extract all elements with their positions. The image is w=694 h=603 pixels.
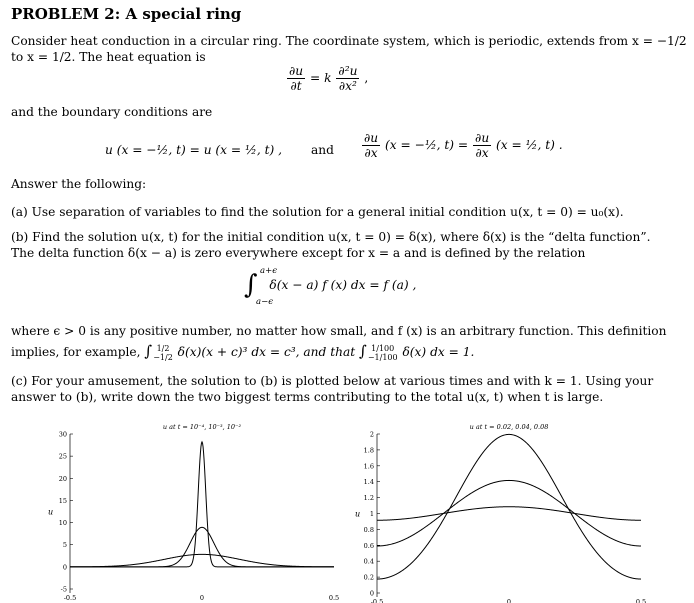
part-c-line-1: (c) For your amusement, the solution to (b) is plotted below at various times and with k = 1. Using your xyxy=(11,374,654,388)
y-axis-label: u xyxy=(355,509,361,519)
y-tick-label: 0.4 xyxy=(363,557,374,566)
chart-title: u at t = 10⁻⁴, 10⁻³, 10⁻² xyxy=(162,423,242,431)
series-line-2 xyxy=(70,527,334,567)
y-tick-label: 15 xyxy=(58,496,67,505)
bc-right-arg-2: (x = ½, t) . xyxy=(496,138,563,152)
series-line-2 xyxy=(377,480,641,546)
series-line-1 xyxy=(70,442,334,567)
part-b-line-3: where ϵ > 0 is any positive number, no matter how small, and f (x) is an arbitrary function. This definition xyxy=(11,324,667,338)
chart-late-times xyxy=(347,418,694,603)
integral-lower-limit: a−ϵ xyxy=(256,297,273,307)
ex1-lower: −1/2 xyxy=(153,352,173,362)
part-b-line-4: implies, for example, ∫ 1/2 −1/2 δ(x)(x + c)³ dx = c³, and that ∫ 1/100 −1/100 δ(x) dx = 1. xyxy=(11,342,475,362)
integral-sign: ∫ xyxy=(244,270,258,300)
part-b-line-4c: δ(x) dx = 1. xyxy=(402,345,475,359)
x-tick-label: -0.5 xyxy=(63,594,77,602)
heat-eq-equals: = k xyxy=(310,71,332,85)
x-tick-label: -0.5 xyxy=(370,598,384,603)
y-tick-label: -5 xyxy=(60,585,67,594)
integrand: δ(x − a) f (x) dx = f (a) , xyxy=(269,277,417,292)
y-tick-label: 0 xyxy=(62,563,67,572)
x-tick-label: 0 xyxy=(199,594,205,602)
y-tick-label: 1 xyxy=(369,510,374,518)
bc-right-arg-1: (x = −½, t) = xyxy=(385,138,469,152)
y-tick-label: 25 xyxy=(58,452,67,461)
series-line-3 xyxy=(70,554,334,566)
series-line-3 xyxy=(377,507,641,521)
bc-right-den-2: ∂x xyxy=(475,146,489,160)
chart-title: u at t = 0.02, 0.04, 0.08 xyxy=(469,423,549,431)
bc-left: u (x = −½, t) = u (x = ½, t) , xyxy=(105,143,282,157)
heat-eq-rhs-num: ∂²u xyxy=(338,64,358,78)
part-c-line-2: answer to (b), write down the two biggest terms contributing to the total u(x, t) when t is large. xyxy=(11,390,604,404)
problem-title: PROBLEM 2: A special ring xyxy=(11,5,242,23)
delta-definition xyxy=(244,266,417,307)
y-tick-label: 1.6 xyxy=(363,462,374,471)
y-tick-label: 10 xyxy=(58,519,67,528)
heat-eq-lhs-den: ∂t xyxy=(290,79,302,93)
bc-right-num-1: ∂u xyxy=(364,131,379,145)
y-tick-label: 20 xyxy=(58,474,67,483)
y-tick-label: 0.6 xyxy=(363,541,374,550)
y-tick-label: 1.2 xyxy=(363,494,374,503)
integral-upper-limit: a+ϵ xyxy=(260,266,277,276)
heat-equation xyxy=(286,64,368,93)
heat-eq-lhs-num: ∂u xyxy=(289,64,304,78)
ex2-lower: −1/100 xyxy=(367,352,398,362)
part-b-line-4b: δ(x)(x + c)³ dx = c³, and that xyxy=(177,345,356,359)
bc-right xyxy=(361,131,563,160)
y-tick-label: 0.8 xyxy=(363,525,374,534)
part-b-line-1: (b) Find the solution u(x, t) for the initial condition u(x, t = 0) = δ(x), where δ(x) is the “delta function”. xyxy=(11,230,651,244)
y-tick-label: 30 xyxy=(58,430,67,439)
y-tick-label: 0 xyxy=(369,589,374,598)
x-tick-label: 0 xyxy=(506,598,512,603)
y-tick-label: 0.2 xyxy=(363,573,374,582)
answer-prompt: Answer the following: xyxy=(11,177,147,191)
y-tick-label: 1.8 xyxy=(363,446,374,455)
intro-line-2: to x = 1/2. The heat equation is xyxy=(11,50,206,64)
heat-eq-rhs-den: ∂x² xyxy=(338,79,357,93)
bc-intro: and the boundary conditions are xyxy=(11,105,213,119)
bc-and: and xyxy=(311,143,334,157)
x-tick-label: 0.5 xyxy=(635,598,647,603)
part-a: (a) Use separation of variables to find the solution for a general initial condition u(x, t = 0) = u₀(x). xyxy=(11,205,624,219)
y-tick-label: 5 xyxy=(62,541,67,550)
y-axis-label: u xyxy=(48,507,54,517)
y-tick-label: 1.4 xyxy=(363,478,374,487)
y-tick-label: 2 xyxy=(369,430,374,439)
bc-right-num-2: ∂u xyxy=(475,131,490,145)
x-tick-label: 0.5 xyxy=(328,594,340,602)
heat-eq-tail: , xyxy=(364,71,369,85)
part-b-line-2: The delta function δ(x − a) is zero everywhere except for x = a and is defined by the relation xyxy=(11,246,586,260)
ex1-upper: 1/2 xyxy=(156,343,170,353)
ex2-upper: 1/100 xyxy=(371,343,395,353)
intro-line-1: Consider heat conduction in a circular ring. The coordinate system, which is periodic, extends from x = −1/2 xyxy=(11,34,687,48)
part-b-line-4a: implies, for example, xyxy=(11,345,141,359)
chart-early-times xyxy=(0,418,347,603)
bc-right-den-1: ∂x xyxy=(364,146,378,160)
